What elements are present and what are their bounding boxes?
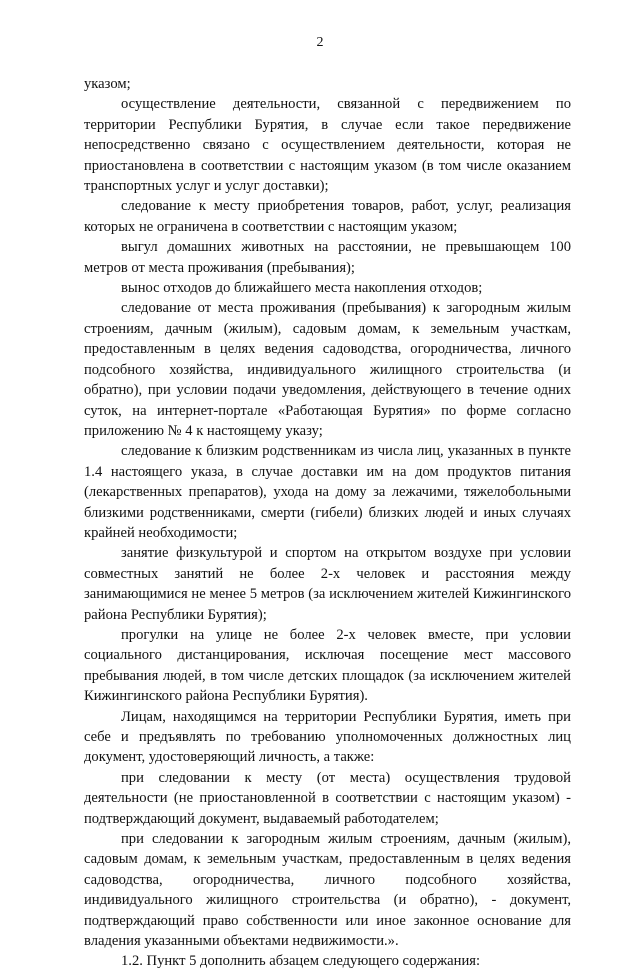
paragraph: вынос отходов до ближайшего места накопления отходов;	[121, 280, 483, 297]
paragraph: 1.2. Пункт 5 дополнить абзацем следующего содержания:	[121, 953, 481, 970]
paragraph: Лицам, находящимся на территории Республики Бурятия, иметь при себе и предъявлять по требованию уполномоченных должностных лиц документ, удостоверяющий личность, а также:	[84, 708, 571, 766]
paragraph: осуществление деятельности, связанной с передвижением по территории Республики Бурятия, в случае если такое передвижение непосредственно связано с осуществлением деятельности, которая не приостановлена в соответствии с настоящим указом (в том числе оказанием транспортных услуг и услуг доставки);	[84, 96, 571, 195]
page-number: 2	[316, 35, 324, 50]
paragraph: прогулки на улице не более 2-х человек вместе, при условии социального дистанцирования, исключая посещение мест массового пребывания людей, в том числе детских площадок (за исключением жителей Кижингинского района Республики Бурятия).	[84, 626, 571, 705]
paragraph: следование от места проживания (пребывания) к загородным жилым строениям, дачным (жилым), садовым домам, к земельным участкам, предоставленным в целях ведения садоводства, огородничества, личного подсобного хозяйства, индивидуального жилищного строительства (и обратно), при условии подачи уведомления, действующего в течение одних суток, на интернет-портале «Работающая Бурятия» по форме согласно приложению № 4 к настоящему указу;	[84, 300, 571, 439]
paragraph: следование к месту приобретения товаров, работ, услуг, реализация которых не ограничена в соответствии с настоящим указом;	[84, 198, 571, 235]
paragraph: указом;	[84, 76, 131, 92]
paragraph: выгул домашних животных на расстоянии, не превышающем 100 метров от места проживания (пребывания);	[84, 239, 571, 276]
document-body	[84, 74, 571, 972]
paragraph: следование к близким родственникам из числа лиц, указанных в пункте 1.4 настоящего указа, в случае доставки им на дом продуктов питания (лекарственных препаратов), ухода на дому за лежачими, тяжелобольными близкими родственниками, смерти (гибели) близких людей и иных случаях крайней необходимости;	[84, 443, 571, 541]
paragraph: при следовании к загородным жилым строениям, дачным (жилым), садовым домам, к земельным участкам, предоставленным в целях ведения садоводства, огородничества, личного подсобного хозяйства, индивидуального жилищного строительства (и обратно), - документ, подтверждающий право собственности или иное законное основание для владения указанными объектами недвижимости.».	[84, 831, 571, 950]
paragraph: при следовании к месту (от места) осуществления трудовой деятельности (не приостановленной в соответствии с настоящим указом) - подтверждающий документ, выдаваемый работодателем;	[84, 769, 571, 827]
paragraph: занятие физкультурой и спортом на открытом воздухе при условии совместных занятий не более 2-х человек и расстояния между занимающимися не менее 5 метров (за исключением жителей Кижингинского района Республики Бурятия);	[84, 545, 571, 623]
